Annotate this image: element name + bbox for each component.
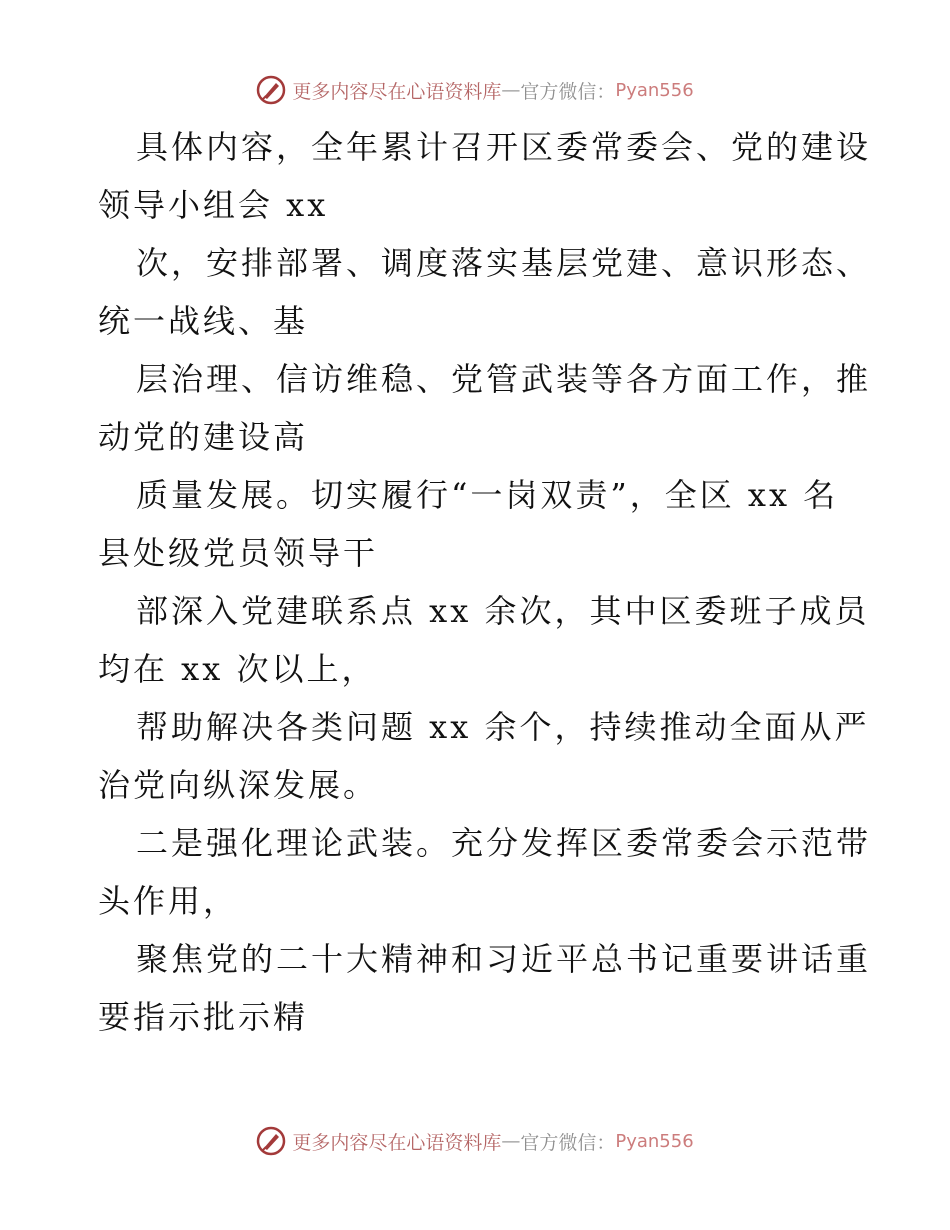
banner-wechat-id: Pyan556: [615, 1130, 694, 1152]
body-line: 头作用，: [98, 882, 239, 920]
body-line: 帮助解决各类问题 xx 余个，持续推动全面从严: [136, 708, 870, 746]
body-line: 统一战线、基: [98, 302, 309, 340]
body-line: 层治理、信访维稳、党管武装等各方面工作，推: [136, 360, 872, 398]
body-line: 质量发展。切实履行“一岗双责”，全区 xx 名: [136, 476, 839, 514]
body-line: 治党向纵深发展。: [98, 766, 379, 804]
body-line: 县处级党员领导干: [98, 534, 379, 572]
body-line: 领导小组会 xx: [98, 186, 329, 224]
banner-separator: —: [501, 79, 521, 101]
banner-separator: —: [501, 1130, 521, 1152]
body-line: 具体内容，全年累计召开区委常委会、党的建设: [136, 128, 872, 166]
quill-pen-logo-icon: [256, 75, 286, 105]
body-line: 均在 xx 次以上，: [98, 650, 377, 688]
footer-banner: [0, 1121, 950, 1161]
document-body: [98, 118, 872, 1046]
banner-wechat-label: 官方微信：: [520, 1131, 616, 1154]
body-line: 部深入党建联系点 xx 余次，其中区委班子成员: [136, 592, 870, 630]
banner-brand-text: 更多内容尽在心语资料库: [292, 1131, 502, 1154]
body-line: 聚焦党的二十大精神和习近平总书记重要讲话重: [136, 940, 872, 978]
body-line: 要指示批示精: [98, 998, 309, 1036]
body-line: 动党的建设高: [98, 418, 309, 456]
banner-wechat-label: 官方微信：: [520, 80, 616, 103]
body-line: 次，安排部署、调度落实基层党建、意识形态、: [136, 244, 872, 282]
banner-brand-text: 更多内容尽在心语资料库: [292, 80, 502, 103]
quill-pen-logo-icon: [256, 1126, 286, 1156]
body-line: 二是强化理论武装。充分发挥区委常委会示范带: [136, 824, 872, 862]
banner-wechat-id: Pyan556: [615, 79, 694, 101]
header-banner: [0, 70, 950, 110]
